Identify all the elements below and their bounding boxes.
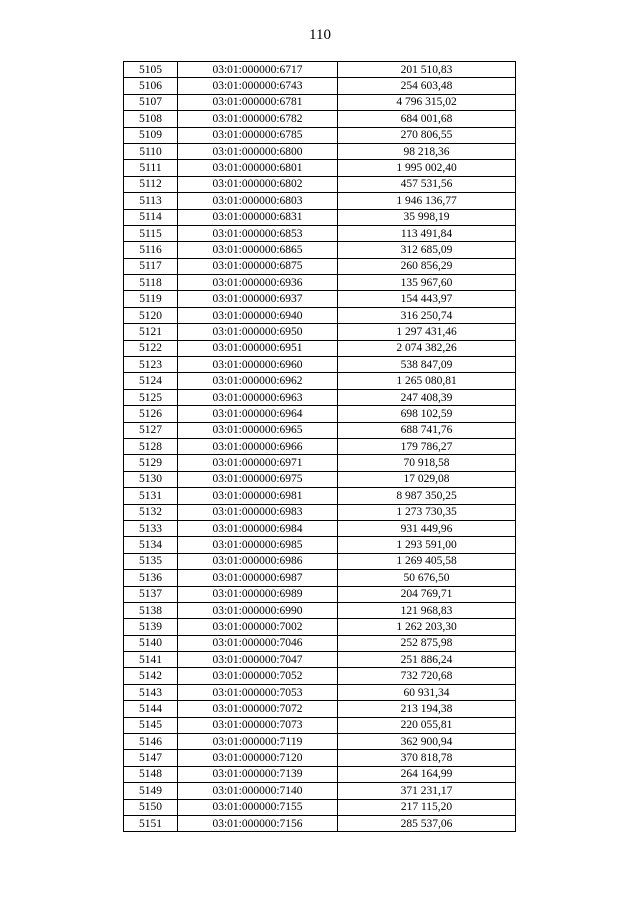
cadastral-value-cell: 8 987 350,25	[338, 488, 516, 504]
cadastral-number-cell: 03:01:000000:6875	[178, 258, 338, 274]
cadastral-value-cell: 121 968,83	[338, 602, 516, 618]
row-number-cell: 5112	[124, 176, 178, 192]
table-row	[124, 242, 516, 258]
table-row	[124, 78, 516, 94]
cadastral-number-cell: 03:01:000000:6803	[178, 193, 338, 209]
cadastral-number-cell: 03:01:000000:6963	[178, 389, 338, 405]
cadastral-number-cell: 03:01:000000:6950	[178, 324, 338, 340]
row-number-cell: 5131	[124, 488, 178, 504]
row-number-cell: 5111	[124, 160, 178, 176]
cadastral-value-cell: 217 115,20	[338, 799, 516, 815]
table-row	[124, 520, 516, 536]
cadastral-number-cell: 03:01:000000:6966	[178, 438, 338, 454]
table-row	[124, 422, 516, 438]
cadastral-value-cell: 70 918,58	[338, 455, 516, 471]
table-row	[124, 324, 516, 340]
table-row	[124, 275, 516, 291]
cadastral-value-cell: 688 741,76	[338, 422, 516, 438]
cadastral-value-cell: 1 297 431,46	[338, 324, 516, 340]
table-row	[124, 471, 516, 487]
cadastral-number-cell: 03:01:000000:6984	[178, 520, 338, 536]
cadastral-value-cell: 1 995 002,40	[338, 160, 516, 176]
table-row	[124, 193, 516, 209]
table-row	[124, 652, 516, 668]
row-number-cell: 5143	[124, 684, 178, 700]
row-number-cell: 5130	[124, 471, 178, 487]
cadastral-number-cell: 03:01:000000:6964	[178, 406, 338, 422]
row-number-cell: 5142	[124, 668, 178, 684]
table-row	[124, 766, 516, 782]
table-row	[124, 438, 516, 454]
row-number-cell: 5106	[124, 78, 178, 94]
row-number-cell: 5133	[124, 520, 178, 536]
cadastral-value-cell: 362 900,94	[338, 734, 516, 750]
row-number-cell: 5128	[124, 438, 178, 454]
cadastral-value-cell: 50 676,50	[338, 570, 516, 586]
cadastral-number-cell: 03:01:000000:6962	[178, 373, 338, 389]
cadastral-number-cell: 03:01:000000:7052	[178, 668, 338, 684]
row-number-cell: 5121	[124, 324, 178, 340]
table-row	[124, 488, 516, 504]
row-number-cell: 5141	[124, 652, 178, 668]
cadastral-value-cell: 254 603,48	[338, 78, 516, 94]
cadastral-value-cell: 252 875,98	[338, 635, 516, 651]
cadastral-value-cell: 220 055,81	[338, 717, 516, 733]
cadastral-number-cell: 03:01:000000:6743	[178, 78, 338, 94]
cadastral-value-cell: 1 946 136,77	[338, 193, 516, 209]
cadastral-number-cell: 03:01:000000:6781	[178, 94, 338, 110]
cadastral-number-cell: 03:01:000000:7140	[178, 783, 338, 799]
table-row	[124, 570, 516, 586]
cadastral-value-cell: 732 720,68	[338, 668, 516, 684]
cadastral-value-cell: 113 491,84	[338, 225, 516, 241]
row-number-cell: 5113	[124, 193, 178, 209]
cadastral-value-cell: 179 786,27	[338, 438, 516, 454]
table-row	[124, 160, 516, 176]
table-row	[124, 602, 516, 618]
cadastral-value-cell: 1 269 405,58	[338, 553, 516, 569]
table-row	[124, 586, 516, 602]
table-row	[124, 62, 516, 78]
cadastral-number-cell: 03:01:000000:6853	[178, 225, 338, 241]
table-row	[124, 258, 516, 274]
cadastral-number-cell: 03:01:000000:6990	[178, 602, 338, 618]
cadastral-value-cell: 135 967,60	[338, 275, 516, 291]
row-number-cell: 5149	[124, 783, 178, 799]
row-number-cell: 5105	[124, 62, 178, 78]
table-row	[124, 750, 516, 766]
cadastral-number-cell: 03:01:000000:6951	[178, 340, 338, 356]
cadastral-value-cell: 1 265 080,81	[338, 373, 516, 389]
cadastral-value-cell: 371 231,17	[338, 783, 516, 799]
cadastral-number-cell: 03:01:000000:6937	[178, 291, 338, 307]
row-number-cell: 5138	[124, 602, 178, 618]
cadastral-number-cell: 03:01:000000:7155	[178, 799, 338, 815]
cadastral-value-cell: 270 806,55	[338, 127, 516, 143]
cadastral-value-cell: 247 408,39	[338, 389, 516, 405]
row-number-cell: 5110	[124, 143, 178, 159]
table-row	[124, 553, 516, 569]
table-row	[124, 307, 516, 323]
cadastral-number-cell: 03:01:000000:7053	[178, 684, 338, 700]
table-row	[124, 504, 516, 520]
table-row	[124, 684, 516, 700]
cadastral-value-cell: 370 818,78	[338, 750, 516, 766]
cadastral-value-cell: 251 886,24	[338, 652, 516, 668]
row-number-cell: 5122	[124, 340, 178, 356]
cadastral-number-cell: 03:01:000000:6985	[178, 537, 338, 553]
table-row	[124, 537, 516, 553]
cadastral-number-cell: 03:01:000000:7002	[178, 619, 338, 635]
cadastral-value-cell: 201 510,83	[338, 62, 516, 78]
cadastral-value-cell: 98 218,36	[338, 143, 516, 159]
row-number-cell: 5119	[124, 291, 178, 307]
cadastral-number-cell: 03:01:000000:6965	[178, 422, 338, 438]
cadastral-number-cell: 03:01:000000:7046	[178, 635, 338, 651]
cadastral-value-cell: 684 001,68	[338, 111, 516, 127]
table-row	[124, 340, 516, 356]
cadastral-value-cell: 60 931,34	[338, 684, 516, 700]
row-number-cell: 5125	[124, 389, 178, 405]
row-number-cell: 5146	[124, 734, 178, 750]
row-number-cell: 5134	[124, 537, 178, 553]
row-number-cell: 5127	[124, 422, 178, 438]
cadastral-value-cell: 17 029,08	[338, 471, 516, 487]
cadastral-number-cell: 03:01:000000:6831	[178, 209, 338, 225]
row-number-cell: 5135	[124, 553, 178, 569]
table-row	[124, 701, 516, 717]
row-number-cell: 5129	[124, 455, 178, 471]
cadastral-value-cell: 4 796 315,02	[338, 94, 516, 110]
cadastral-number-cell: 03:01:000000:6800	[178, 143, 338, 159]
row-number-cell: 5118	[124, 275, 178, 291]
cadastral-number-cell: 03:01:000000:7119	[178, 734, 338, 750]
cadastral-number-cell: 03:01:000000:6940	[178, 307, 338, 323]
table-row	[124, 799, 516, 815]
row-number-cell: 5137	[124, 586, 178, 602]
table-row	[124, 635, 516, 651]
row-number-cell: 5114	[124, 209, 178, 225]
cadastral-value-cell: 1 293 591,00	[338, 537, 516, 553]
cadastral-number-cell: 03:01:000000:6785	[178, 127, 338, 143]
row-number-cell: 5126	[124, 406, 178, 422]
cadastral-number-cell: 03:01:000000:6717	[178, 62, 338, 78]
cadastral-number-cell: 03:01:000000:7072	[178, 701, 338, 717]
cadastral-number-cell: 03:01:000000:7156	[178, 815, 338, 831]
table-row	[124, 389, 516, 405]
table-row	[124, 455, 516, 471]
row-number-cell: 5151	[124, 815, 178, 831]
cadastral-number-cell: 03:01:000000:6936	[178, 275, 338, 291]
table-row	[124, 111, 516, 127]
cadastral-value-cell: 457 531,56	[338, 176, 516, 192]
row-number-cell: 5132	[124, 504, 178, 520]
row-number-cell: 5136	[124, 570, 178, 586]
cadastral-number-cell: 03:01:000000:6865	[178, 242, 338, 258]
cadastral-number-cell: 03:01:000000:7139	[178, 766, 338, 782]
row-number-cell: 5148	[124, 766, 178, 782]
cadastral-number-cell: 03:01:000000:6782	[178, 111, 338, 127]
row-number-cell: 5107	[124, 94, 178, 110]
cadastral-number-cell: 03:01:000000:7073	[178, 717, 338, 733]
cadastral-value-cell: 204 769,71	[338, 586, 516, 602]
table-row	[124, 291, 516, 307]
row-number-cell: 5150	[124, 799, 178, 815]
cadastral-number-cell: 03:01:000000:6975	[178, 471, 338, 487]
table-row	[124, 127, 516, 143]
row-number-cell: 5124	[124, 373, 178, 389]
table-row	[124, 734, 516, 750]
row-number-cell: 5145	[124, 717, 178, 733]
cadastral-value-cell: 538 847,09	[338, 357, 516, 373]
table-row	[124, 668, 516, 684]
cadastral-number-cell: 03:01:000000:6983	[178, 504, 338, 520]
cadastral-value-cell: 931 449,96	[338, 520, 516, 536]
row-number-cell: 5147	[124, 750, 178, 766]
cadastral-number-cell: 03:01:000000:7120	[178, 750, 338, 766]
cadastral-value-cell: 213 194,38	[338, 701, 516, 717]
cadastral-number-cell: 03:01:000000:6981	[178, 488, 338, 504]
cadastral-number-cell: 03:01:000000:6971	[178, 455, 338, 471]
cadastral-number-cell: 03:01:000000:6960	[178, 357, 338, 373]
table-row	[124, 225, 516, 241]
row-number-cell: 5109	[124, 127, 178, 143]
cadastral-value-cell: 698 102,59	[338, 406, 516, 422]
row-number-cell: 5139	[124, 619, 178, 635]
table-row	[124, 406, 516, 422]
cadastral-number-cell: 03:01:000000:6986	[178, 553, 338, 569]
table-row	[124, 209, 516, 225]
row-number-cell: 5120	[124, 307, 178, 323]
row-number-cell: 5140	[124, 635, 178, 651]
table-row	[124, 94, 516, 110]
cadastral-value-cell: 260 856,29	[338, 258, 516, 274]
cadastral-value-cell: 1 273 730,35	[338, 504, 516, 520]
cadastral-number-cell: 03:01:000000:6802	[178, 176, 338, 192]
row-number-cell: 5115	[124, 225, 178, 241]
cadastral-value-cell: 312 685,09	[338, 242, 516, 258]
cadastral-number-cell: 03:01:000000:6989	[178, 586, 338, 602]
cadastral-number-cell: 03:01:000000:6987	[178, 570, 338, 586]
cadastral-value-cell: 285 537,06	[338, 815, 516, 831]
cadastral-value-cell: 264 164,99	[338, 766, 516, 782]
cadastral-value-table	[123, 61, 516, 832]
table-row	[124, 176, 516, 192]
page-number: 110	[309, 27, 331, 43]
cadastral-value-cell: 316 250,74	[338, 307, 516, 323]
table-row	[124, 619, 516, 635]
cadastral-number-cell: 03:01:000000:6801	[178, 160, 338, 176]
cadastral-value-cell: 154 443,97	[338, 291, 516, 307]
row-number-cell: 5144	[124, 701, 178, 717]
table-row	[124, 357, 516, 373]
cadastral-value-cell: 2 074 382,26	[338, 340, 516, 356]
table-row	[124, 783, 516, 799]
table-row	[124, 717, 516, 733]
row-number-cell: 5108	[124, 111, 178, 127]
row-number-cell: 5123	[124, 357, 178, 373]
cadastral-value-cell: 1 262 203,30	[338, 619, 516, 635]
cadastral-number-cell: 03:01:000000:7047	[178, 652, 338, 668]
table-row	[124, 373, 516, 389]
cadastral-value-cell: 35 998,19	[338, 209, 516, 225]
row-number-cell: 5116	[124, 242, 178, 258]
row-number-cell: 5117	[124, 258, 178, 274]
table-row	[124, 815, 516, 831]
table-row	[124, 143, 516, 159]
table-body	[124, 62, 516, 832]
